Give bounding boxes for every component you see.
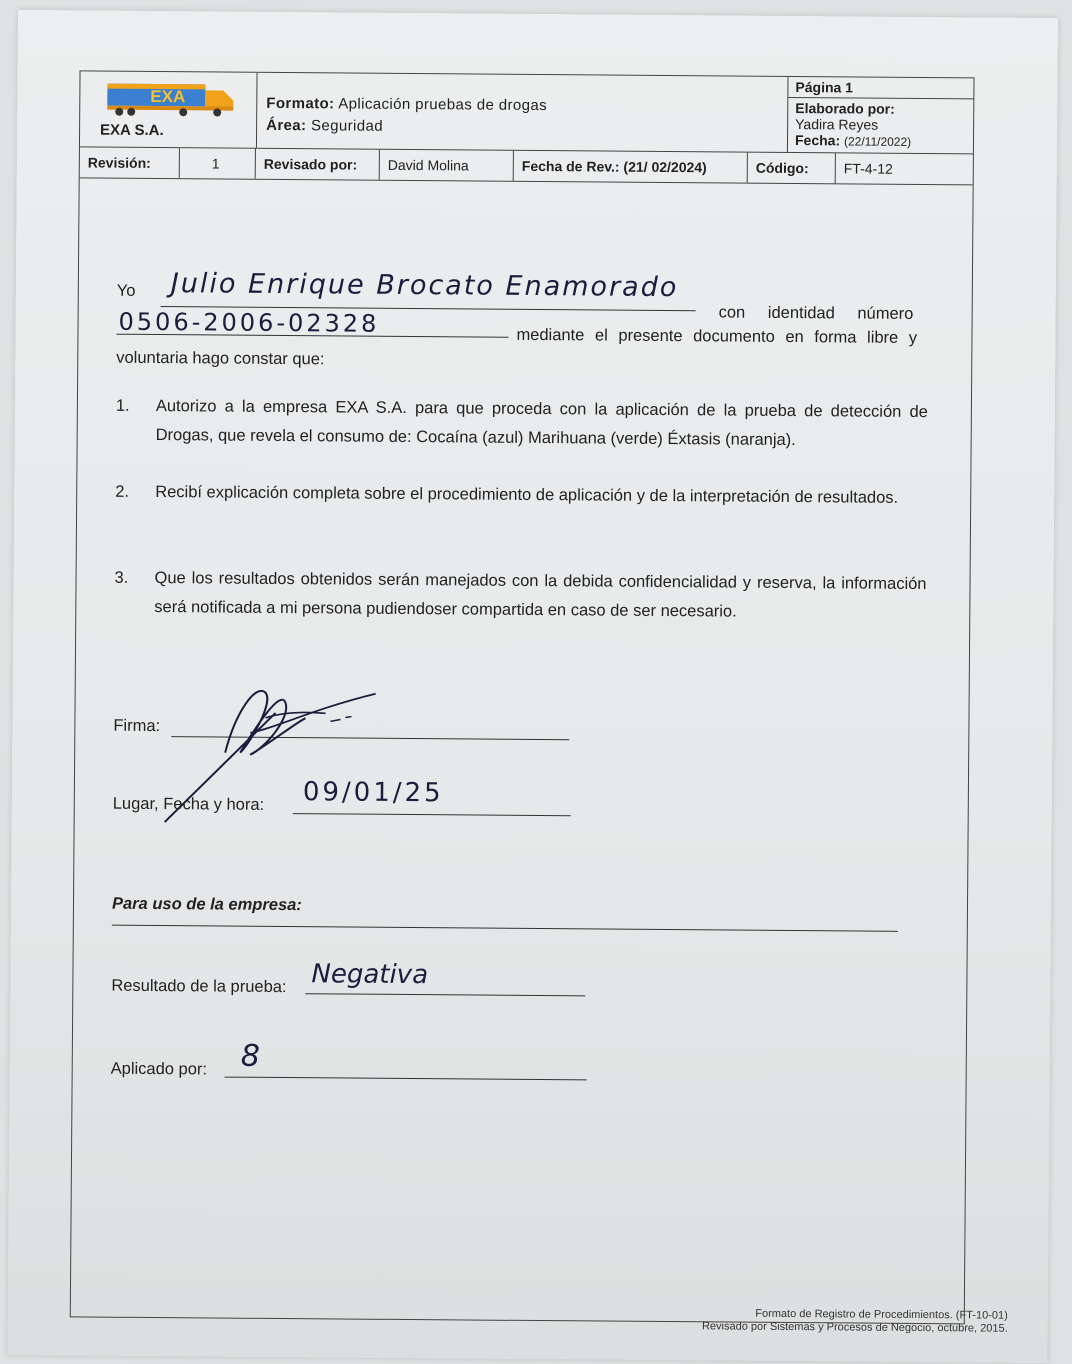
handwritten-applied-by: 8 [240,1038,261,1074]
document-page [7,10,1058,1363]
item-number: 3. [114,568,129,587]
signature-label: Firma: [113,716,161,736]
format-cell [257,73,788,152]
handwritten-name: Julio Enrique Brocato Enamorado [170,268,679,304]
applied-by-line [225,1077,587,1081]
code-value: FT-4-12 [843,160,893,177]
revision-label: Revisión: [80,147,180,178]
svg-text:EXA: EXA [150,86,186,107]
area-line [266,117,383,135]
result-line [305,993,585,996]
identity-text: con identidad número [718,303,914,323]
item-text: Recibí explicación completa sobre el procedimiento de aplicación y de la interpretación de resultados. [155,483,899,507]
format-label: Formato: [266,94,335,113]
footer-line-2: Revisado por Sistemas y Procesos de Negocio, octubre, 2015. [701,1320,1008,1335]
date-label: Fecha: [794,132,841,149]
list-item [115,478,927,513]
elaborated-by [788,100,974,150]
page-number: Página 1 [788,77,974,99]
item-text: Autorizo a la empresa EXA S.A. para que proceda con la aplicación de la prueba de detección de Drogas, que revela el consumo de: Cocaína (azul) Marihuana (verde) Éxtasis (naranja). [155,397,928,450]
company-use-line [112,925,898,932]
area-value: Seguridad [310,117,384,135]
elaborated-value: Yadira Reyes [795,116,879,133]
item-number: 2. [115,482,130,501]
reviewed-by-label: Revisado por: [256,149,380,180]
handwritten-result: Negativa [311,959,429,991]
logo-cell [80,71,258,147]
list-item [116,392,928,456]
area-label: Área: [266,116,307,135]
format-line [266,95,547,114]
yo-label: Yo [116,281,136,300]
applied-by-label: Aplicado por: [110,1059,208,1079]
company-name: EXA S.A. [100,121,164,140]
item-number: 1. [115,396,130,415]
page-info-cell [787,77,975,153]
revision-value: 1 [180,148,256,179]
company-use-heading: Para uso de la empresa: [111,894,302,915]
list-item [114,564,926,628]
revision-date: Fecha de Rev.: (21/ 02/2024) [514,151,748,183]
mediante-text: mediante el presente documento en forma libre y [516,325,918,347]
truck-logo-icon [105,76,245,121]
reviewed-by-value: David Molina [380,150,514,181]
footer [702,1307,1008,1335]
place-date-label: Lugar, Fecha y hora: [112,794,265,814]
code-label: Código: [748,153,836,184]
voluntaria-text: voluntaria hago constar que: [116,348,325,369]
item-text: Que los resultados obtenidos serán manejados con la debida confidencialidad y reserva, la información será notificada a mi persona pudiendoser compartida en caso de ser necesario. [154,569,927,621]
handwritten-id: 0506-2006-02328 [118,307,380,338]
revision-row [80,146,973,185]
handwritten-date: 09/01/25 [302,777,444,809]
footer-line-1: Formato de Registro de Procedimientos. (FT-10-01) [755,1307,1008,1322]
date-value: (22/11/2022) [843,134,912,149]
form-frame [70,70,975,1324]
format-value: Aplicación pruebas de drogas [338,95,548,115]
elaborated-label: Elaborado por: [795,100,895,117]
result-label: Resultado de la prueba: [111,976,287,997]
